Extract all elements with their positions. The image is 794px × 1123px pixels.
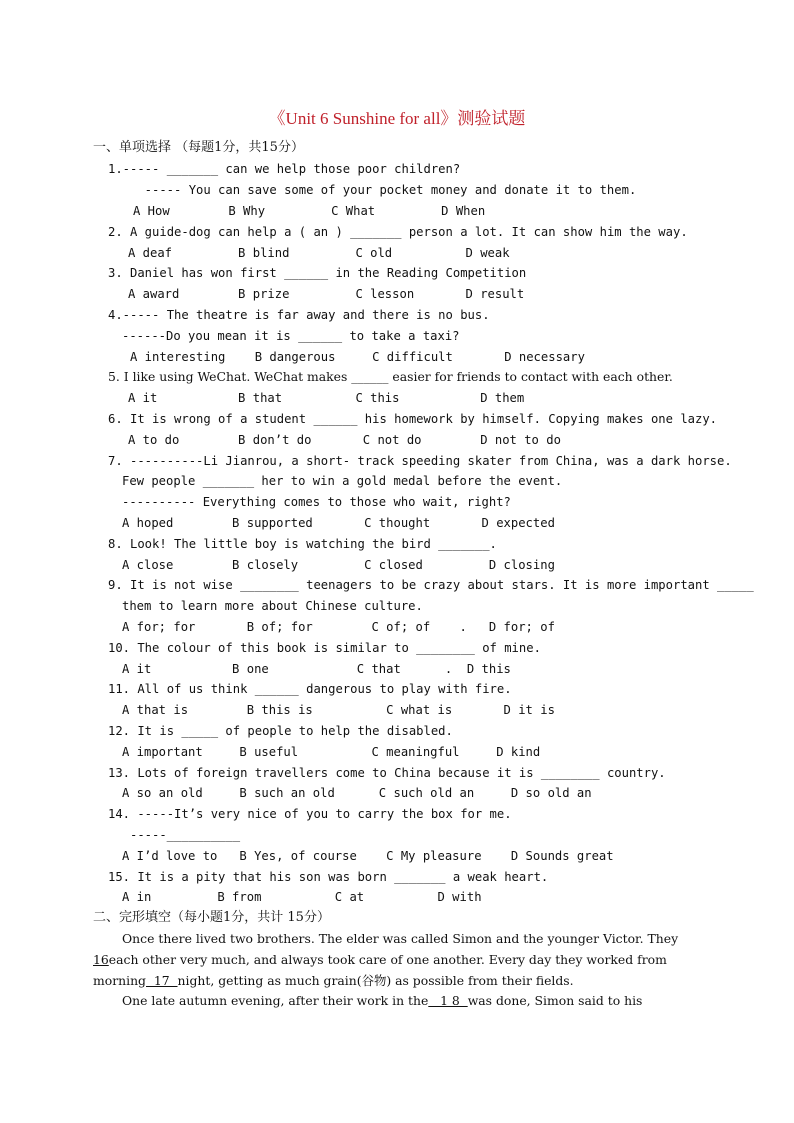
question-7-options: A hoped B supported C thought D expected: [122, 516, 555, 530]
question-4-line-2: ------Do you mean it is ______ to take a taxi?: [122, 329, 460, 343]
question-2-options: A deaf B blind C old D weak: [128, 246, 510, 260]
question-6-options: A to do B don’t do C not do D not to do: [128, 433, 561, 447]
question-4-options: A interesting B dangerous C difficult D necessary: [130, 350, 585, 364]
question-13-options: A so an old B such an old C such old an D so old an: [122, 786, 592, 800]
question-12-options: A important B useful C meaningful D kind: [122, 745, 541, 759]
question-1-line-1: 1.----- _______ can we help those poor children?: [108, 162, 461, 176]
passage-line-3-text: night, getting as much grain(谷物) as possible from their fields.: [177, 973, 574, 988]
passage-line-2-text: each other very much, and always took care of one another. Every day they worked from: [108, 952, 667, 967]
question-15-line-1: 15. It is a pity that his son was born _______ a weak heart.: [108, 870, 549, 884]
question-10-options: A it B one C that . D this: [122, 662, 511, 676]
question-3-options: A award B prize C lesson D result: [128, 287, 525, 301]
question-7-line-3: ---------- Everything comes to those who wait, right?: [122, 495, 511, 509]
passage-line-4: [122, 993, 642, 1009]
passage-line-2: [93, 952, 667, 968]
blank-17: 17: [146, 973, 178, 988]
question-4-line-1: 4.----- The theatre is far away and there is no bus.: [108, 308, 490, 322]
question-9-options: A for; for B of; for C of; of . D for; of: [122, 620, 555, 634]
question-8-options: A close B closely C closed D closing: [122, 558, 555, 572]
passage-line-3: [93, 973, 574, 989]
passage-line-4-text: was done, Simon said to his: [467, 993, 643, 1008]
passage-line-1: Once there lived two brothers. The elder was called Simon and the younger Victor. They: [122, 931, 679, 946]
question-9-line-1: 9. It is not wise ________ teenagers to be crazy about stars. It is more important _____: [108, 578, 754, 592]
question-3-line-1: 3. Daniel has won first ______ in the Reading Competition: [108, 266, 527, 280]
page-title: 《Unit 6 Sunshine for all》测验试题: [268, 109, 526, 128]
question-6-line-1: 6. It is wrong of a student ______ his homework by himself. Copying makes one lazy.: [108, 412, 718, 426]
question-13-line-1: 13. Lots of foreign travellers come to China because it is ________ country.: [108, 766, 666, 780]
question-14-line-2: -----__________: [130, 828, 241, 842]
section-heading-multiple-choice: 一、单项选择 （每题1分，共15分）: [93, 140, 304, 155]
passage-line-3-start: morning: [93, 973, 146, 988]
passage-line-4-start: One late autumn evening, after their work in the: [122, 993, 429, 1008]
section-heading-cloze: 二、完形填空（每小题1分，共计 15分）: [93, 910, 330, 925]
question-8-line-1: 8. Look! The little boy is watching the bird _______.: [108, 537, 497, 551]
question-9-line-2: them to learn more about Chinese culture.: [122, 599, 423, 613]
question-7-line-2: Few people _______ her to win a gold medal before the event.: [122, 474, 563, 488]
question-5-line-1: 5. I like using WeChat. WeChat makes ______ easier for friends to contact with each other.: [108, 369, 673, 384]
question-15-options: A in B from C at D with: [122, 890, 482, 904]
question-1-options: A How B Why C What D When: [133, 204, 486, 218]
question-2-line-1: 2. A guide-dog can help a ( an ) _______ person a lot. It can show him the way.: [108, 225, 688, 239]
question-12-line-1: 12. It is _____ of people to help the disabled.: [108, 724, 453, 738]
question-11-options: A that is B this is C what is D it is: [122, 703, 555, 717]
question-7-line-1: 7. ----------Li Jianrou, a short- track speeding skater from China, was a dark horse.: [108, 454, 732, 468]
question-14-options: A I’d love to B Yes, of course C My pleasure D Sounds great: [122, 849, 614, 863]
question-11-line-1: 11. All of us think ______ dangerous to play with fire.: [108, 682, 512, 696]
question-5-options: A it B that C this D them: [128, 391, 525, 405]
blank-18: 1 8: [428, 993, 468, 1008]
question-10-line-1: 10. The colour of this book is similar to ________ of mine.: [108, 641, 541, 655]
question-1-line-2: ----- You can save some of your pocket money and donate it to them.: [130, 183, 637, 197]
question-14-line-1: 14. -----It’s very nice of you to carry the box for me.: [108, 807, 512, 821]
blank-16: 16: [93, 952, 109, 967]
